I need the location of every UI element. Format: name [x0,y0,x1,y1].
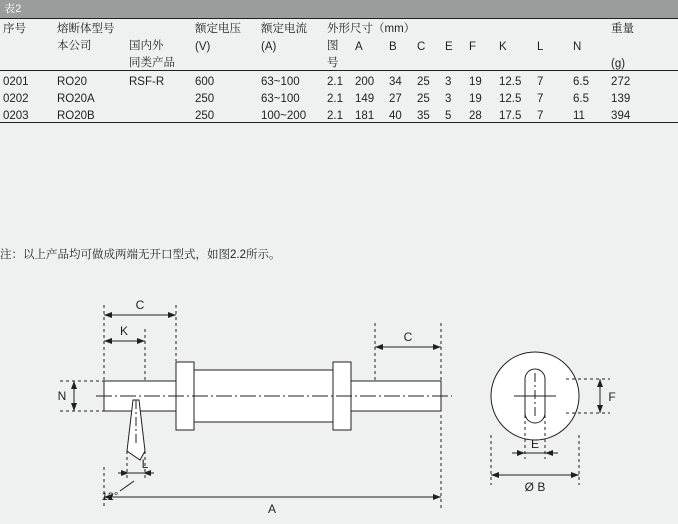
cell-dim-b: 27 [389,93,402,105]
cell-voltage: 250 [192,105,258,123]
arrow-b-a [491,472,499,478]
cell-dim-l: 7 [537,93,544,105]
header-voltage-unit: (V) [195,41,211,53]
header-model-group: 熔断体型号 [54,19,192,37]
header-dim-n-blank [570,53,608,71]
header-model-other-line2: 同类产品 [126,53,192,71]
arrow-k-a [104,338,112,344]
label-f: F [608,390,616,404]
header-dim-k-blank [496,53,534,71]
table-note: 注：以上产品均可做成两端无开口型式，如图2.2所示。 [0,249,281,261]
spec-table [0,18,678,123]
cell-dim-n: 11 [570,105,608,123]
arrow-l-a [121,470,129,476]
cell-current: 100~200 [258,105,324,123]
cell-no: 0201 [3,76,29,88]
arrow-n-a [71,381,77,389]
cell-no: 0203 [0,105,54,123]
cell-dim-e: 5 [442,105,466,123]
cell-dim-f: 28 [466,105,496,123]
table-header-row-2 [0,36,678,53]
cell-dim-f: 19 [469,93,482,105]
header-voltage: 额定电压 [192,19,258,37]
cell-figure: 2.1 [327,76,343,88]
cell-dim-c: 35 [414,105,442,123]
arrow-c-left-b [168,312,176,318]
label-diameter-b: Ø B [524,480,546,494]
cell-dim-a: 181 [352,105,386,123]
cell-current: 63~100 [261,76,300,88]
technical-drawing [0,285,678,524]
header-model-own: 本公司 [57,40,92,52]
cell-dim-b: 34 [389,76,402,88]
label-n: N [57,389,67,403]
header-dim-l: L [537,41,544,53]
header-weight: 重量 [608,19,678,37]
cell-weight: 272 [611,76,631,88]
header-model-own-blank [54,53,126,71]
header-dim-l-blank [534,53,570,71]
spec-table-wrapper [0,18,678,123]
cell-figure: 2.1 [324,105,352,123]
table-row [0,88,678,105]
arrow-c-left-a [104,312,112,318]
cell-model-other [126,105,192,123]
cell-dim-c: 25 [417,93,430,105]
label-l: L [141,457,149,471]
cell-figure: 2.1 [327,93,343,105]
cell-model-other [126,88,192,105]
cell-dim-k: 12.5 [499,76,522,88]
header-figure-line2: 号 [324,53,352,71]
header-dim-n: N [573,41,582,53]
header-dim-f: F [469,41,477,53]
label-angle: 12° [101,491,119,503]
arrow-f-b [597,405,603,413]
header-voltage-blank [192,53,258,71]
header-no: 序号 [0,19,54,37]
header-dim-e: E [445,41,453,53]
header-current: 额定电流 [258,19,324,37]
header-dim-a-blank [352,53,386,71]
arrow-n-b [71,403,77,411]
cell-dim-c: 25 [417,76,430,88]
header-no-blank2 [0,53,54,71]
table-row [0,71,678,89]
arrow-e-b [545,450,553,456]
cell-model-own: RO20A [57,93,95,105]
cell-dim-e: 3 [445,76,452,88]
arrow-a-b [433,494,441,500]
cell-dim-a: 200 [355,76,375,88]
cell-dim-n: 6.5 [573,76,589,88]
cell-dim-a: 149 [355,93,375,105]
label-e: E [530,437,540,451]
cell-no: 0202 [3,93,29,105]
header-dim-a: A [355,41,363,53]
cell-voltage: 600 [195,76,215,88]
header-weight-unit: (g) [608,53,678,71]
arrow-b-b [571,472,579,478]
header-dim-c: C [417,41,426,53]
header-dim-k: K [499,41,507,53]
header-no-blank [0,36,54,53]
arrow-c-right-a [375,344,383,350]
drawing-svg [0,285,678,524]
cell-dim-k: 12.5 [499,93,522,105]
cell-model-other: RSF-R [129,76,165,88]
cell-current: 63~100 [261,93,300,105]
header-model-other-line1: 国内外 [129,40,164,52]
label-a: A [267,502,277,516]
header-current-blank [258,53,324,71]
header-dim-c-blank [414,53,442,71]
header-dim-b-blank [386,53,414,71]
cell-dim-l: 7 [537,76,544,88]
cell-model-own: RO20 [57,76,88,88]
arrow-c-right-b [433,344,441,350]
arrow-f-a [597,379,603,387]
header-dim-b: B [389,41,397,53]
table-header-row-3 [0,53,678,71]
header-weight-blank [608,36,678,53]
header-dimension-group: 外形尺寸（mm） [324,19,608,37]
cell-weight: 139 [611,93,631,105]
table-caption: 表2 [0,0,678,18]
header-dim-f-blank [466,53,496,71]
cell-dim-e: 3 [445,93,452,105]
cell-dim-l: 7 [534,105,570,123]
cell-model-own: RO20B [54,105,126,123]
cell-weight: 394 [608,105,678,123]
table-header-row-1 [0,19,678,37]
cell-dim-b: 40 [386,105,414,123]
cell-dim-f: 19 [469,76,482,88]
leader-angle [120,481,134,491]
arrow-e-a [517,450,525,456]
cell-dim-k: 17.5 [496,105,534,123]
label-k: K [119,324,129,338]
table-row [0,105,678,123]
arrow-k-b [137,338,145,344]
cell-dim-n: 6.5 [573,93,589,105]
cell-voltage: 250 [195,93,215,105]
header-figure-line1: 图 [327,40,339,52]
label-c-left: C [135,298,145,312]
header-dim-e-blank [442,53,466,71]
header-current-unit: (A) [261,41,277,53]
label-c-right: C [403,330,413,344]
